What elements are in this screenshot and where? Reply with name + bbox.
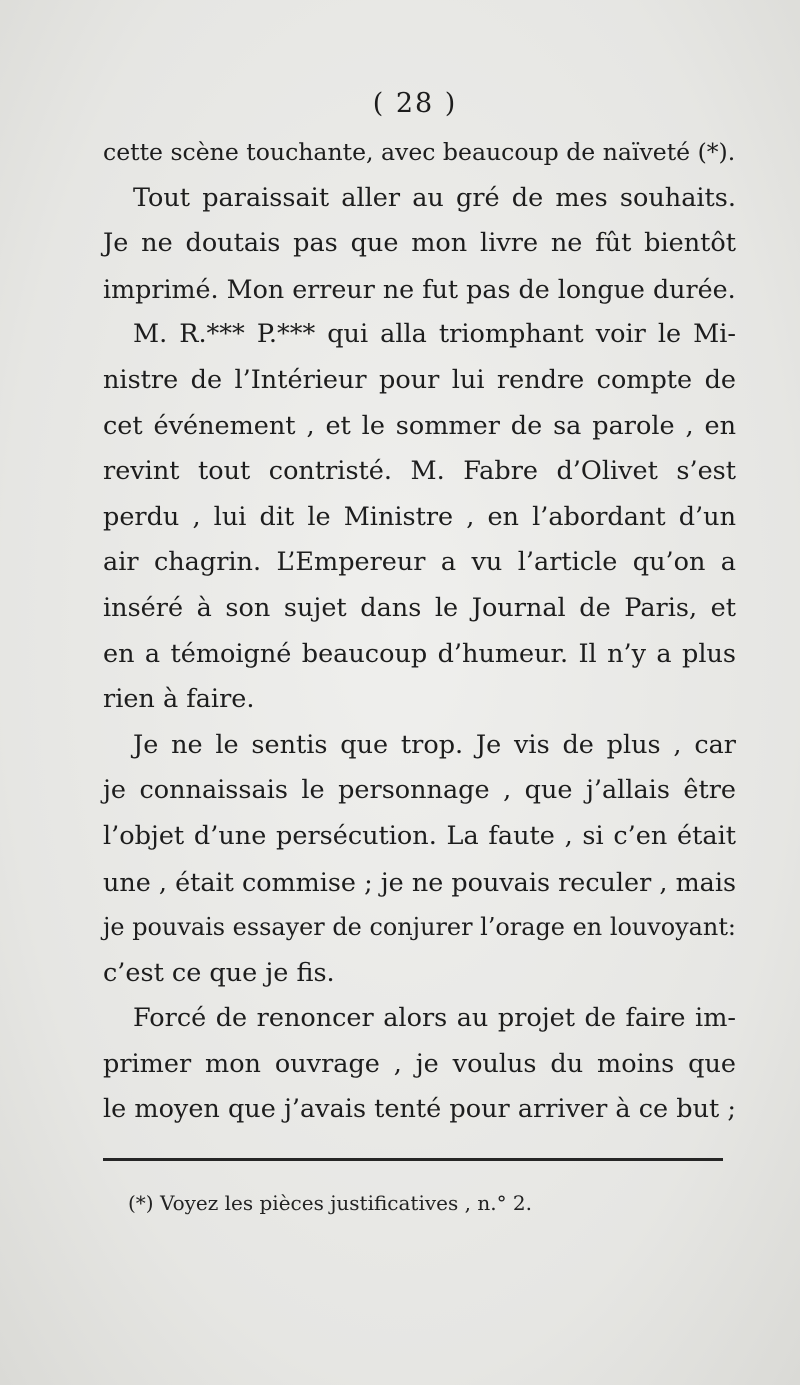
footnote: (*) Voyez les pièces justificatives , n.° 2. [128, 1191, 533, 1215]
text-line-21: primer mon ouvrage , je voulus du moins que [103, 1048, 736, 1079]
body-text [103, 130, 736, 1133]
text-line-11: inséré à son sujet dans le Journal de Paris, et [103, 592, 736, 623]
text-line-15: je connaissais le personnage , que j’allais être [103, 775, 736, 806]
text-line-4: imprimé. Mon erreur ne fut pas de longue durée. [103, 273, 736, 304]
page-number: ( 28 ) [372, 88, 458, 119]
text-line-17: une , était commise ; je ne pouvais reculer , mais [103, 866, 736, 897]
text-line-2: Tout paraissait aller au gré de mes souhaits. [133, 182, 736, 213]
text-line-13: rien à faire. [103, 684, 255, 715]
text-line-9: perdu , lui dit le Ministre , en l’abordant d’un [103, 501, 736, 532]
text-line-18: je pouvais essayer de conjurer l’orage en louvoyant: [103, 913, 736, 942]
text-line-6: nistre de l’Intérieur pour lui rendre compte de [103, 364, 736, 395]
text-line-1: cette scène touchante, avec beaucoup de naïveté (*). [103, 138, 736, 166]
text-line-19: c’est ce que je fis. [103, 957, 335, 988]
text-line-22: le moyen que j’avais tenté pour arriver à ce but ; [103, 1094, 736, 1125]
text-line-20: Forcé de renoncer alors au projet de faire im- [133, 1003, 736, 1034]
text-line-16: l’objet d’une persécution. La faute , si c’en était [103, 820, 736, 851]
footnote-rule [103, 1158, 723, 1161]
text-line-3: Je ne doutais pas que mon livre ne fût bientôt [103, 228, 736, 259]
text-line-5: M. R.*** P.*** qui alla triomphant voir le Mi- [133, 319, 736, 350]
text-line-14: Je ne le sentis que trop. Je vis de plus , car [133, 729, 736, 760]
text-line-10: air chagrin. L’Empereur a vu l’article qu’on a [103, 547, 736, 578]
text-line-8: revint tout contristé. M. Fabre d’Olivet s’est [103, 456, 736, 487]
text-line-12: en a témoigné beaucoup d’humeur. Il n’y a plus [103, 638, 736, 669]
text-line-7: cet événement , et le sommer de sa parole , en [103, 410, 736, 441]
